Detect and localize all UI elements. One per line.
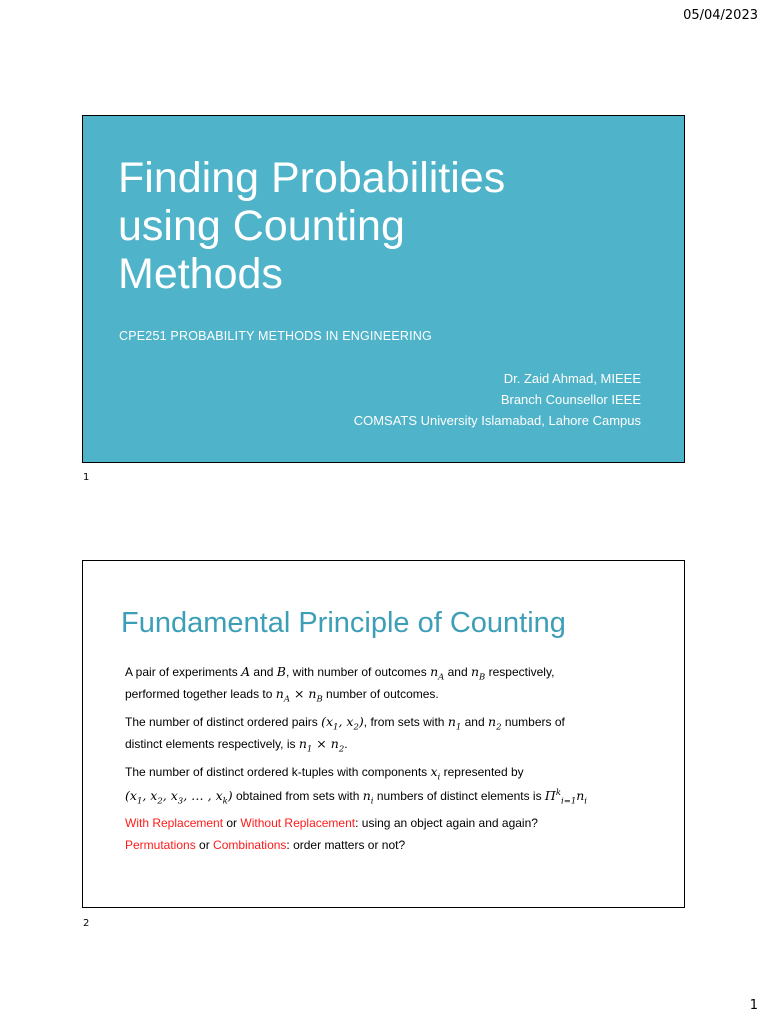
title-line: using Counting (118, 202, 405, 250)
slide-1 (82, 115, 685, 463)
slide-1-title (118, 154, 638, 298)
header-date: 05/04/2023 (683, 8, 758, 23)
author-role: Branch Counsellor IEEE (500, 392, 641, 407)
author-name: Dr. Zaid Ahmad, MIEEE (503, 371, 641, 386)
page-number: 1 (749, 998, 758, 1013)
without-replacement-label: Without Replacement (240, 816, 356, 831)
slide-1-subtitle: CPE251 PROBABILITY METHODS IN ENGINEERING (119, 329, 432, 343)
paragraph-permutations: Permutations or Combinations: order matters or not? (125, 838, 406, 853)
slide-2-number: 2 (83, 918, 90, 929)
slide-2-title: Fundamental Principle of Counting (121, 607, 566, 639)
with-replacement-label: With Replacement (125, 816, 224, 831)
combinations-label: Combinations (213, 838, 287, 853)
author-affiliation: COMSATS University Islamabad, Lahore Campus (353, 413, 641, 428)
slide-1-number: 1 (83, 472, 90, 483)
slide-2-body (125, 664, 655, 860)
permutations-label: Permutations (125, 838, 196, 853)
author-block (354, 368, 641, 431)
slide-2 (82, 560, 685, 908)
paragraph-k-tuples: The number of distinct ordered k-tuples with components $x_i$ represented by ($x_1$, $x_2$, $x_3$, … , $x_k$) obtained from sets with $n_i$ numbers of distinct elements is $\Pi^k_{i=1}n_i$ (125, 764, 588, 807)
paragraph-replacement: With Replacement or Without Replacement: using an object again and again? (125, 816, 538, 831)
paragraph-ordered-pairs: The number of distinct ordered pairs ($x_1$, $x_2$), from sets with $n_1$ and $n_2$ numbers of distinct elements respectively, is $n_1 \times n_2$. (125, 714, 565, 754)
title-line: Methods (118, 250, 283, 298)
paragraph-pair-experiments: A pair of experiments A and B, with number of outcomes $n_A$ and $n_B$ respectively, performed together leads to $n_A \times n_B$ number of outcomes. (125, 664, 555, 704)
title-line: Finding Probabilities (118, 154, 506, 202)
